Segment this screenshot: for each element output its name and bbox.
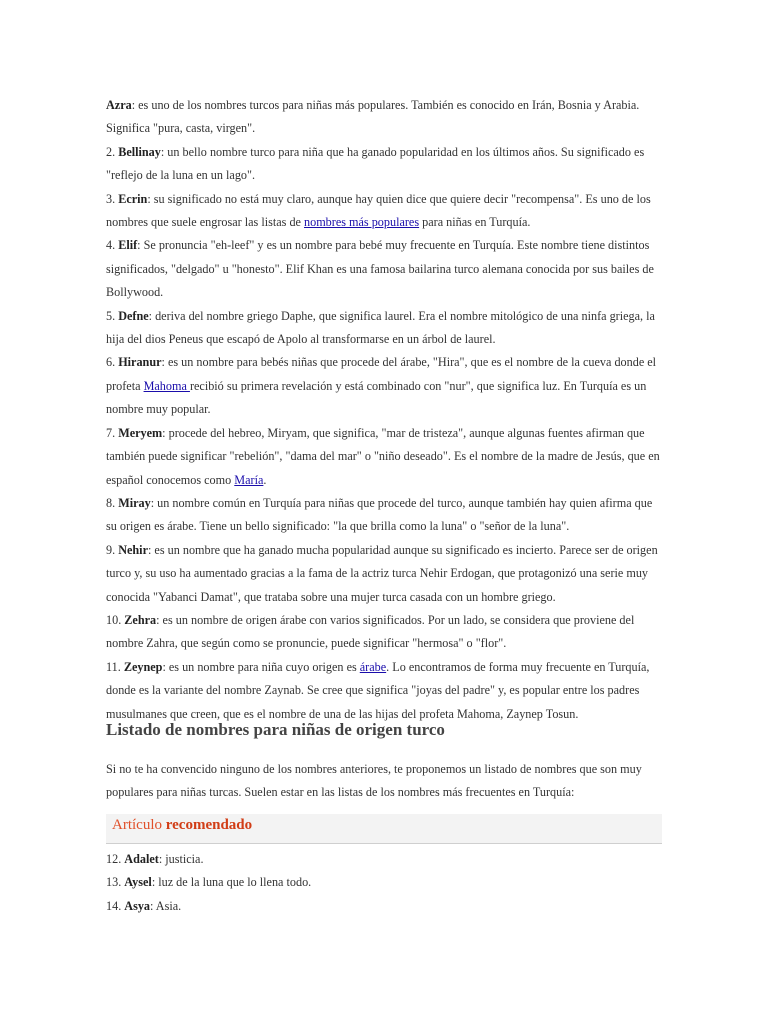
section-heading: Listado de nombres para niñas de origen turco: [106, 720, 445, 739]
list-item-azra: Azra: es uno de los nombres turcos para niñas más populares. También es conocido en Irán, Bosnia y Arabia. Significa "pura, casta, virgen".: [106, 98, 640, 136]
link-maria[interactable]: María: [234, 472, 264, 487]
list-item-elif: 4. Elif: Se pronuncia "eh-leef" y es un nombre para bebé muy frecuente en Turquía. Este nombre tiene distintos significados, "delgado" u "honesto". Elif Khan es una famosa bailarina turco alemana conocida por sus bailes de Bollywood.: [106, 238, 654, 300]
name-nehir: Nehir: [118, 542, 148, 557]
name-meryem: Meryem: [118, 425, 163, 440]
list-item-meryem: 7. Meryem: procede del hebreo, Miryam, que significa, "mar de tristeza", aunque algunas fuentes afirman que también puede significar "rebelión", "dama del mar" o "niño deseado". Es el nombre de la madre de Jesús, que en español conocemos como María.: [106, 425, 660, 487]
name-zeynep: Zeynep: [123, 659, 163, 674]
list-item-bellinay: 2. Bellinay: un bello nombre turco para niña que ha ganado popularidad en los últimos años. Su significado es "reflejo de la luna en un lago".: [106, 144, 645, 183]
name-asya: Asya: [124, 898, 151, 913]
name-zehra: Zehra: [124, 612, 157, 627]
list-item-aysel: 13. Aysel: luz de la luna que lo llena todo.: [106, 875, 312, 890]
list-item-zeynep: 11. Zeynep: es un nombre para niña cuyo origen es árabe. Lo encontramos de forma muy frecuente en Turquía, donde es la variante del nombre Zaynab. Se cree que significa "joyas del padre" y, es popular entre los padres musulmanes que creen, que es el nombre de una de las hijas del profeta Mahoma, Zaynep Tosun.: [106, 659, 650, 721]
list-item-asya: 14. Asya: Asia.: [106, 898, 182, 913]
recommended-label-article: Artículo: [112, 817, 166, 833]
name-ecrin: Ecrin: [118, 191, 148, 206]
name-miray: Miray: [118, 495, 151, 510]
name-hiranur: Hiranur: [118, 355, 162, 370]
names-list: [106, 94, 664, 726]
recommended-label-recommended: recomendado: [165, 817, 253, 833]
list-item-zehra: 10. Zehra: es un nombre de origen árabe con varios significados. Por un lado, se considera que proviene del nombre Zahra, que según como se pronuncie, puede significar "hermosa" o "flor".: [106, 612, 635, 651]
names-list-continued: [106, 848, 664, 918]
intro-paragraph: Si no te ha convencido ninguno de los nombres anteriores, te proponemos un listado de nombres que son muy populares para niñas turcas. Suelen estar en las listas de los nombres más frecuentes en Turquía:: [106, 762, 642, 800]
name-defne: Defne: [118, 308, 149, 323]
list-item-miray: 8. Miray: un nombre común en Turquía para niñas que procede del turco, aunque también hay quien afirma que su origen es árabe. Tiene un bello significado: "la que brilla como la luna" o "señor de la luna".: [106, 495, 653, 534]
link-mahoma[interactable]: Mahoma: [143, 378, 190, 393]
list-item-ecrin: 3. Ecrin: su significado no está muy claro, aunque hay quien dice que quiere decir "recompensa". Es uno de los nombres que suele engrosar las listas de nombres más populares para niñas en Turquía.: [106, 191, 651, 230]
list-item-hiranur: 6. Hiranur: es un nombre para bebés niñas que procede del árabe, "Hira", que es el nombre de la cueva donde el profeta Mahoma recibió su primera revelación y está combinado con "nur", que significa luz. En Turquía es un nombre muy popular.: [106, 355, 657, 417]
name-adalet: Adalet: [124, 852, 159, 866]
name-bellinay: Bellinay: [118, 144, 161, 159]
list-item-defne: 5. Defne: deriva del nombre griego Daphe, que significa laurel. Era el nombre mitológico de una ninfa griega, la hija del dios Peneus que escapó de Apolo al transformarse en un árbol de laurel.: [106, 308, 655, 347]
name-elif: Elif: [118, 238, 138, 253]
recommended-article-box[interactable]: [106, 814, 662, 844]
name-azra: Azra: [106, 98, 132, 112]
name-aysel: Aysel: [124, 875, 152, 890]
list-item-nehir: 9. Nehir: es un nombre que ha ganado mucha popularidad aunque su significado es incierto. Parece ser de origen turco y, su uso ha aumentado gracias a la fama de la actriz turca Nehir Erdogan, que protagonizó una serie muy conocida "Yabanci Damat", que trataba sobre una mujer turca casada con un hombre griego.: [106, 542, 658, 604]
link-nombres-populares[interactable]: nombres más populares: [304, 215, 420, 230]
list-item-adalet: 12. Adalet: justicia.: [106, 852, 204, 866]
link-arabe[interactable]: árabe: [359, 659, 387, 674]
